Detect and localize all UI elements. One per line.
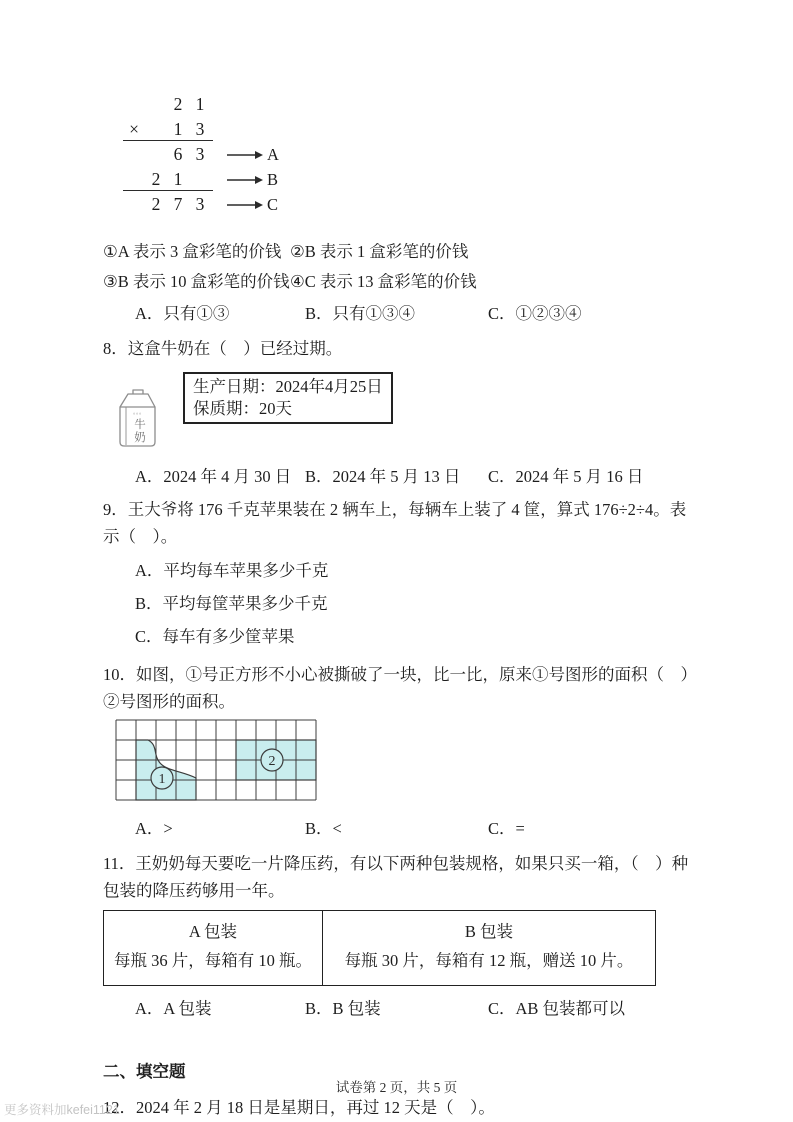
shape-1-label xyxy=(151,767,173,789)
svg-text:1: 1 xyxy=(158,772,166,787)
q8-options xyxy=(103,464,695,490)
option-c: C．= xyxy=(488,819,525,838)
package-a-title: A 包装 xyxy=(188,922,238,941)
q10-options xyxy=(103,816,695,842)
option-c: C．AB 包装都可以 xyxy=(488,999,626,1018)
shelf-life: 保质期：20天 xyxy=(193,399,292,418)
mult-row-multiplicand: 2 1 xyxy=(173,94,205,114)
package-b-desc: 每瓶 30 片，每箱有 12 瓶，赠送 10 片。 xyxy=(344,951,634,970)
page-content xyxy=(103,92,695,1121)
package-b-cell xyxy=(323,911,656,986)
q8-stem: 8．这盒牛奶在（ ）已经过期。 xyxy=(103,339,343,358)
option-c: C．①②③④ xyxy=(488,304,582,323)
option-b: B．平均每筐苹果多少千克 xyxy=(135,594,328,613)
package-a-desc: 每瓶 36 片，每箱有 10 瓶。 xyxy=(114,951,312,970)
carton-text-1: 牛 xyxy=(134,419,146,431)
q11-options xyxy=(103,996,695,1022)
q12-stem: 12．2024 年 2 月 18 日是星期日，再过 12 天是（ ）。 xyxy=(103,1098,495,1117)
mult-row-multiplier: × 1 3 xyxy=(123,117,695,142)
option-b: B．B 包装 xyxy=(305,999,381,1018)
q7-options xyxy=(103,301,695,327)
option-a: A．平均每车苹果多少千克 xyxy=(135,561,329,580)
multiplication-diagram xyxy=(123,92,695,217)
option-a: A．A 包装 xyxy=(135,999,212,1018)
arrow-label-c: C xyxy=(267,194,279,214)
multiply-sign: × xyxy=(129,118,139,139)
mult-row-partial1: 6 3 A xyxy=(173,144,279,164)
carton-text-2: 奶 xyxy=(134,432,146,444)
option-b: B．< xyxy=(305,819,342,838)
mult-row-partial2: 2 1 B xyxy=(123,167,695,192)
shape-2-label xyxy=(261,749,283,771)
q9-stem: 9．王大爷将 176 千克苹果装在 2 辆车上，每辆车上装了 4 筐，算式 176÷2÷4。表示（ ）。 xyxy=(103,500,687,546)
statement-2: ②B 表示 1 盒彩笔的价钱 xyxy=(290,242,469,261)
option-c: C．每车有多少筐苹果 xyxy=(135,627,295,646)
area-comparison-grid xyxy=(115,719,317,801)
q7-statements-row2 xyxy=(103,267,695,297)
milk-carton-icon xyxy=(111,388,163,452)
date-label-box xyxy=(183,372,393,424)
statement-1: ①A 表示 3 盒彩笔的价钱 xyxy=(103,242,282,261)
section-title: 二、填空题 xyxy=(103,1063,186,1081)
q11-stem: 11．王奶奶每天要吃一片降压药，有以下两种包装规格，如果只买一箱，（ ）种包装的降压药够用一年。 xyxy=(103,854,689,900)
mult-row-product: 2 7 3 C xyxy=(151,194,279,214)
svg-text:。。。: 。。。 xyxy=(133,409,146,416)
option-a: A．> xyxy=(135,819,173,838)
package-a-cell xyxy=(104,911,323,986)
table-row xyxy=(104,911,656,986)
q8-figure xyxy=(103,370,695,458)
statement-3: ③B 表示 10 盒彩笔的价钱 xyxy=(103,272,290,291)
right-arrow-icon xyxy=(227,150,263,160)
watermark-text: 更多资料加kefei1121 xyxy=(4,1103,120,1117)
statement-4: ④C 表示 13 盒彩笔的价钱 xyxy=(290,272,477,291)
option-b: B．只有①③④ xyxy=(305,304,416,323)
arrow-label-a: A xyxy=(267,144,279,164)
right-arrow-icon xyxy=(227,200,263,210)
right-arrow-icon xyxy=(227,175,263,185)
q10-stem: 10．如图，①号正方形不小心被撕破了一块，比一比，原来①号图形的面积（ ）②号图形的面积。 xyxy=(103,665,689,711)
package-b-title: B 包装 xyxy=(464,922,514,941)
packaging-table xyxy=(103,910,656,986)
option-a: A．只有①③ xyxy=(135,304,230,323)
q9-options xyxy=(103,554,695,653)
q7-statements-row1 xyxy=(103,237,695,267)
arrow-label-b: B xyxy=(267,169,279,189)
option-c: C．2024 年 5 月 16 日 xyxy=(488,467,644,486)
option-b: B．2024 年 5 月 13 日 xyxy=(305,467,461,486)
option-a: A．2024 年 4 月 30 日 xyxy=(135,467,292,486)
page-number-footer: 试卷第 2 页，共 5 页 xyxy=(335,1080,458,1095)
svg-text:2: 2 xyxy=(268,754,276,769)
production-date: 生产日期：2024年4月25日 xyxy=(193,377,383,396)
